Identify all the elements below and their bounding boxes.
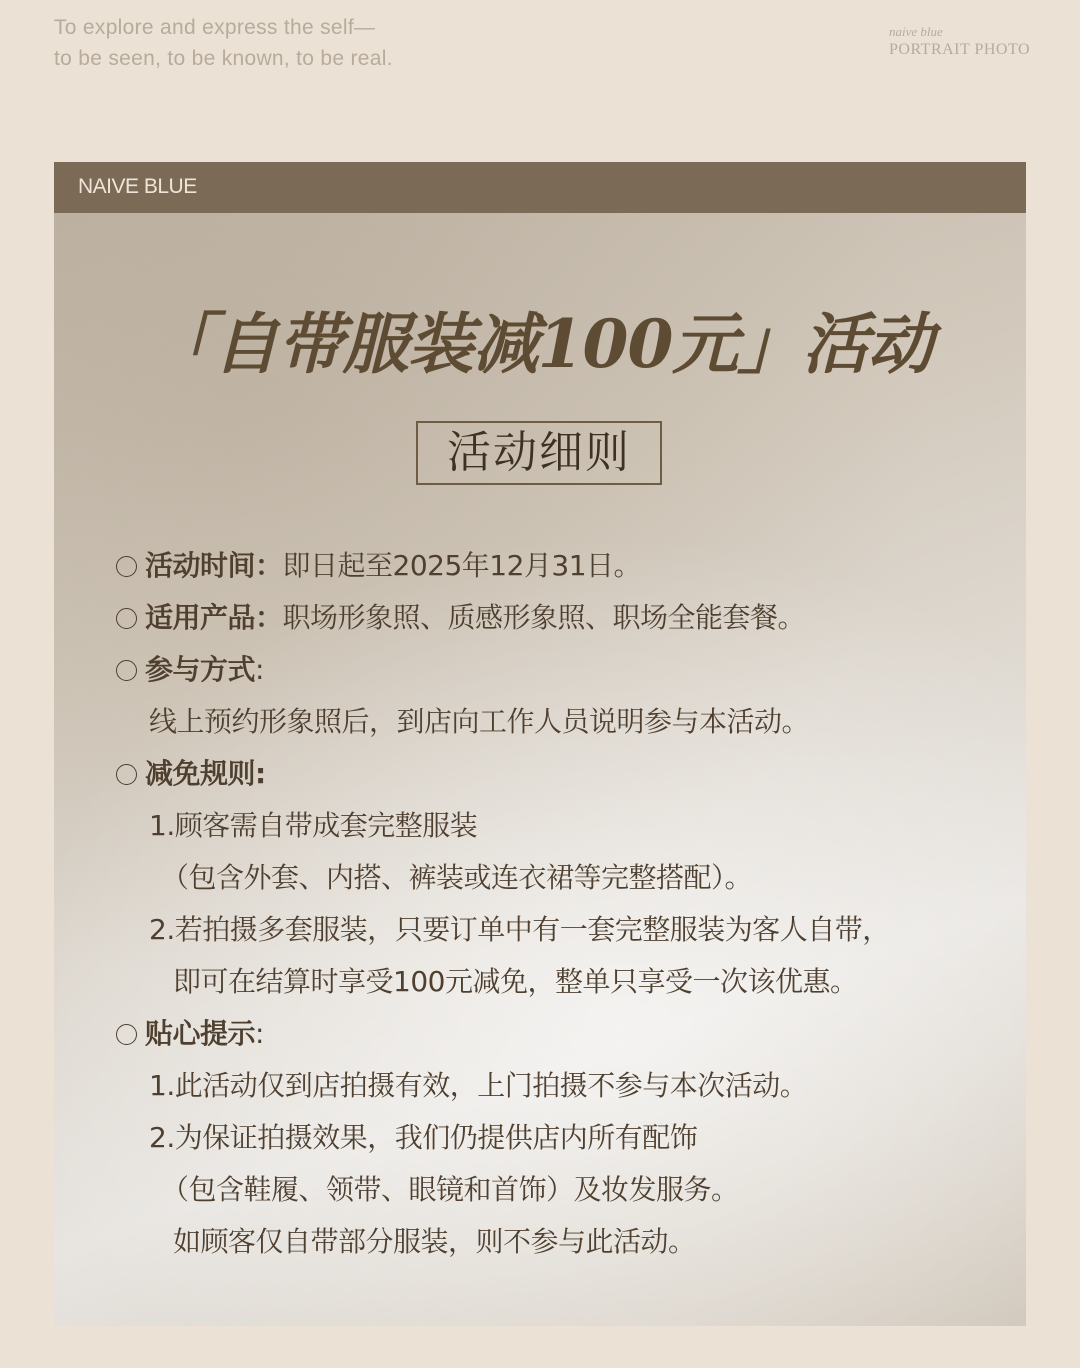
rule-time-value: 即日起至2025年12月31日。 <box>282 549 642 582</box>
brand-logo-big: PORTRAIT PHOTO <box>889 41 1031 58</box>
card-header-bar <box>54 162 1026 213</box>
circle-bullet-icon <box>116 556 137 577</box>
rules-list <box>116 540 1016 1268</box>
circle-bullet-icon <box>116 1024 137 1045</box>
rule-reduce-1a: 1.顾客需自带成套完整服装 <box>149 809 478 842</box>
rule-reduce <box>116 748 1016 800</box>
rule-tips-2b: （包含鞋履、领带、眼镜和首饰）及妆发服务。 <box>161 1173 739 1206</box>
rule-method-colon: : <box>255 653 264 686</box>
circle-bullet-icon <box>116 608 137 629</box>
rule-product <box>116 592 1016 644</box>
brand-logo <box>889 24 1049 60</box>
rule-method <box>116 644 1016 696</box>
rule-reduce-1b: （包含外套、内搭、裤装或连衣裙等完整搭配）。 <box>161 861 753 894</box>
rule-time-label: 活动时间： <box>145 549 283 582</box>
tagline-line-2: to be seen, to be known, to be real. <box>54 47 393 70</box>
tagline <box>54 12 393 74</box>
rule-tips-label: 贴心提示 <box>145 1017 256 1050</box>
rule-method-label: 参与方式 <box>145 653 256 686</box>
rule-reduce-label: 减免规则: <box>145 757 266 790</box>
circle-bullet-icon <box>116 660 137 681</box>
rule-reduce-2b: 即可在结算时享受100元减免，整单只享受一次该优惠。 <box>173 965 858 998</box>
circle-bullet-icon <box>116 764 137 785</box>
rules-card <box>54 162 1026 1326</box>
tagline-line-1: To explore and express the self— <box>54 16 376 39</box>
rule-tips-2c: 如顾客仅自带部分服装，则不参与此活动。 <box>173 1225 696 1258</box>
rule-tips-2a: 2.为保证拍摄效果，我们仍提供店内所有配饰 <box>149 1121 698 1154</box>
rule-method-value: 线上预约形象照后，到店向工作人员说明参与本活动。 <box>149 705 810 738</box>
card-header-label: NAIVE BLUE <box>78 175 197 198</box>
rule-tips-colon: : <box>255 1017 264 1050</box>
page-title: 「自带服装减100元」活动 <box>147 305 933 383</box>
rule-time <box>116 540 1016 592</box>
rule-product-label: 适用产品： <box>145 601 283 634</box>
section-subtitle: 活动细则 <box>416 421 662 485</box>
rule-tips <box>116 1008 1016 1060</box>
brand-logo-small: naive blue <box>889 24 943 39</box>
rule-reduce-2a: 2.若拍摄多套服装，只要订单中有一套完整服装为客人自带， <box>149 913 890 946</box>
rule-product-value: 职场形象照、质感形象照、职场全能套餐。 <box>282 601 806 634</box>
rule-tips-1: 1.此活动仅到店拍摄有效，上门拍摄不参与本次活动。 <box>149 1069 808 1102</box>
